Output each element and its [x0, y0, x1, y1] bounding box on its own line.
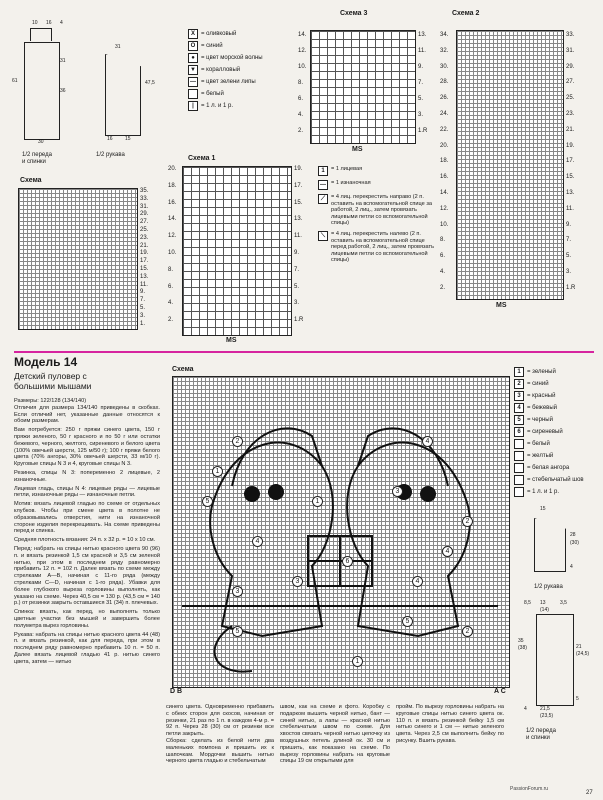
legend-symbol: ⟍	[318, 231, 328, 241]
instruction-paragraph: Рукава: набрать на спицы нитью красного цвета 44 (48) п. и вязать резинкой, как для переда, при этом в последнем ряду равномерно прибавить 10 п. = 50 п. Далее вязать лицевой гладью 41 р. нитью синего цвета, затем — нитью	[14, 631, 160, 665]
legend-symbol: ⟋	[318, 194, 328, 204]
dim-label: 15	[125, 136, 131, 142]
legend-text: = синий	[527, 381, 549, 387]
legend-text: = красный	[527, 393, 556, 399]
legend-symbol: —	[320, 182, 326, 188]
row-number: 6.	[440, 253, 446, 260]
legend-text: = цвет морской волны	[201, 55, 263, 61]
row-number: 14.	[440, 189, 449, 196]
legend-symbol	[514, 475, 524, 485]
legend-item	[514, 402, 598, 414]
legend-text: = 1 л. и 1 р.	[527, 489, 560, 495]
color-number: 4	[412, 576, 423, 587]
row-number: 10.	[298, 64, 307, 70]
color-number: 2	[232, 436, 243, 447]
legend-item	[318, 166, 436, 176]
color-number: 5	[402, 616, 413, 627]
row-number: 10.	[168, 249, 177, 256]
row-number: 7.	[418, 80, 424, 86]
row-number: 31.	[566, 47, 575, 54]
row-number: 5.	[140, 304, 146, 311]
body-caption: 1/2 переда и спинки	[526, 728, 556, 741]
row-number: 2.	[298, 128, 304, 134]
dim-label: (14)	[540, 607, 549, 613]
model-title: Модель 14	[14, 355, 78, 369]
row-number: 3.	[418, 112, 424, 118]
row-number: 3.	[140, 312, 146, 319]
legend-symbol: 4	[514, 403, 524, 413]
color-number: 4	[252, 536, 263, 547]
color-number: 2	[462, 626, 473, 637]
row-number: 16.	[168, 199, 177, 206]
legend-item	[514, 450, 598, 462]
legend-item	[514, 378, 598, 390]
row-number: 11.	[140, 281, 148, 288]
legend-item	[514, 414, 598, 426]
dim-label: 4	[524, 706, 527, 712]
dim-label: 31	[60, 58, 66, 64]
big-chart-numbers	[172, 376, 508, 686]
row-number: 13.	[294, 216, 303, 223]
dim-label: 16	[46, 20, 52, 26]
legend-symbol: ●	[188, 53, 198, 63]
instructions-column	[14, 398, 160, 796]
schema2-rows-left	[440, 32, 454, 301]
row-number: 10.	[440, 221, 449, 228]
legend-symbol: 5	[514, 415, 524, 425]
color-number: 4	[422, 436, 433, 447]
row-number: 21.	[140, 242, 149, 249]
dim-label: 30	[38, 139, 44, 145]
legend-text: = зеленый	[527, 369, 556, 375]
schema-small-title: Схема	[20, 177, 42, 184]
legend-symbol: 6	[514, 427, 524, 437]
row-number: 6.	[168, 283, 174, 290]
legend-text: = 4 лиц. перекрестить направо (2 п. оставить на вспомогательной спице за работой, 2 лиц., затем провязать лицевыми петли со вспомогательной спицы)	[331, 194, 433, 227]
legend-item	[514, 438, 598, 450]
schema3-grid	[310, 30, 416, 144]
row-number: 2.	[168, 317, 174, 324]
legend-item	[188, 28, 298, 40]
legend-item	[188, 100, 298, 112]
dim-label: 15	[540, 506, 546, 512]
legend-text: = цвет зелени липы	[201, 79, 256, 85]
row-number: 11.	[294, 233, 302, 240]
row-number: 3.	[294, 300, 300, 307]
legend-symbol: 3	[514, 391, 524, 401]
instruction-paragraph: Резинка, спицы N 3: попеременно 2 лицевые, 2 изнаночные.	[14, 469, 160, 483]
row-number: 17.	[566, 158, 575, 165]
schema3-ms: MS	[352, 146, 363, 153]
caption-sleeve: 1/2 рукава	[96, 152, 125, 158]
row-number: 9.	[418, 64, 424, 70]
row-number: 13.	[566, 189, 575, 196]
dim-label: (30)	[570, 540, 579, 546]
caption-front-back: 1/2 переда и спинки	[22, 152, 52, 165]
dim-label: 47,5	[145, 80, 155, 86]
row-number: 11.	[418, 48, 426, 54]
sleeve-dims	[520, 504, 598, 594]
schema1-grid	[182, 166, 292, 336]
row-number: 26.	[440, 95, 449, 102]
legend-item	[514, 486, 598, 498]
row-number: 4.	[440, 268, 446, 275]
row-number: 18.	[168, 182, 177, 189]
legend-symbol	[514, 451, 524, 461]
legend-top	[188, 28, 298, 112]
row-number: 1.R	[294, 317, 304, 324]
row-number: 16.	[440, 174, 449, 181]
row-number: 6.	[298, 96, 304, 102]
legend-symbol	[514, 463, 524, 473]
legend-symbol: ▼	[188, 65, 198, 75]
schema1-rows-left	[168, 166, 182, 334]
row-number: 30.	[440, 63, 449, 70]
body-dims	[516, 594, 598, 724]
legend-item	[188, 40, 298, 52]
dim-label: 13	[540, 600, 546, 606]
legend-text: = стебельчатый шов	[527, 477, 584, 483]
row-number: 17.	[140, 258, 149, 265]
row-number: 1.	[140, 320, 146, 327]
legend-item	[514, 426, 598, 438]
schema1-rows-right	[294, 166, 310, 334]
legend-symbol: X	[188, 29, 198, 39]
legend-text: = желтый	[527, 453, 554, 459]
instructions-col4: пройм. По вырезу горловины набрать на круговые спицы нитью синего цвета ок. 110 п. и вязать резинкой бейку 1,5 см нитью синего и 1 см — нитью зеленого цвета. Через 2,5 см выполнить бейку по рисунку. Вшить рукава.	[396, 704, 504, 744]
row-number: 15.	[566, 174, 575, 181]
row-number: 11.	[566, 205, 574, 212]
dim-label: 10	[32, 20, 38, 26]
dim-label: 21	[576, 644, 582, 650]
color-number: 6	[342, 556, 353, 567]
row-number: 8.	[168, 266, 174, 273]
legend-item	[514, 462, 598, 474]
legend-symbol: —	[190, 79, 196, 85]
row-number: 25.	[140, 226, 149, 233]
instruction-paragraph: Спинка: вязать, как перед, но выполнять только цветные участки без мышей и завершить более полуметра вырез горловины.	[14, 609, 160, 629]
legend-item	[514, 474, 598, 486]
color-number: 1	[212, 466, 223, 477]
row-number: 12.	[168, 233, 177, 240]
instructions-col3: швом, как на схеме и фото. Коробку с подарком вышить черной нитью, бант — синей нитью, а лапы — красной нитью стебельчатым швом по схеме. Для хвостов связать черной нитью цепочку из воздушных петель длиной ок. 30 см и пришить, как показано на схеме. По вырезу горловины набрать на круговые спицы 19 см открытыми для	[280, 704, 390, 765]
schema1-ms: MS	[226, 337, 237, 344]
dim-label: (38)	[518, 645, 527, 651]
row-number: 12.	[298, 48, 307, 54]
dim-label: 3,5	[560, 600, 567, 606]
instruction-paragraph: Лицевая гладь, спицы N 4: лицевые ряды — лицевые петли, изнаночные ряды — изнаночные петли.	[14, 485, 160, 499]
legend-item	[188, 76, 298, 88]
legend-text: = 4 лиц. перекрестить налево (2 п. оставить на вспомогательной спице перед работой, 2 лиц., затем провязать лицевыми петли со вспомогательной спицы)	[331, 230, 435, 264]
legend-item	[514, 366, 598, 378]
row-number: 33.	[140, 195, 149, 202]
legend-item	[318, 194, 436, 227]
schema2-grid	[456, 30, 564, 300]
instructions-col2: синего цвета. Одновременно прибавить с обеих сторон для скосов, начиная от резинки, 21 раз по 1 п. в каждом 4-м р. = 92 п. Через 28 (30) см от резинки все петли закрыть. Сборка: сделать из белой нити два маленьких помпона и пришить их к шапочкам. Мордочки вышить нитью черного цвета гладью и стебельчатым	[166, 704, 274, 765]
row-number: 23.	[140, 234, 149, 241]
row-number: 9.	[294, 249, 300, 256]
legend-text: = сиреневый	[527, 429, 563, 435]
legend-text: = 1 л. и 1 р.	[201, 103, 234, 109]
color-number: 3	[392, 486, 403, 497]
schema2-title: Схема 2	[452, 10, 480, 17]
row-number: 15.	[140, 265, 149, 272]
legend-text: = белый	[201, 91, 224, 97]
color-number: 1	[352, 656, 363, 667]
front-back-diagram	[10, 18, 70, 148]
row-number: 19.	[294, 166, 303, 172]
row-number: 8.	[440, 237, 446, 244]
row-number: 19.	[140, 250, 149, 257]
instruction-paragraph: Вам потребуется: 250 г пряжи синего цвета, 150 г пряжи зеленого, 50 г красного и по 50 г или остатки бежевого, черного, желтого, сиреневого и белого цвета (100% овечьей шерсти, 125 м/50 г); 100 г пряжи белого цвета (70% ангоры, 30% овечьей шерсти, 33 м/10 г). Круговые спицы N 3 и 4, круговые спицы N 3.	[14, 427, 160, 468]
dim-label: 8,5	[524, 600, 531, 606]
row-number: 23.	[566, 110, 575, 117]
dim-label: 4	[570, 564, 573, 570]
row-number: 32.	[440, 47, 449, 54]
row-number: 1.R	[418, 128, 428, 134]
legend-mid	[318, 166, 436, 268]
dim-label: 5	[576, 696, 579, 702]
legend-item	[514, 390, 598, 402]
row-number: 12.	[440, 205, 449, 212]
legend-symbol: 2	[514, 379, 524, 389]
row-number: 8.	[298, 80, 304, 86]
color-number: 4	[442, 546, 453, 557]
legend-text: = белый	[527, 441, 550, 447]
instruction-paragraph: Мотив: вязать лицевой гладью по схеме от отдельных клубков. Чтобы при смене цвета в полотне не образовывались отверстия, нити на изнаночной стороне изделия перекрещивать. На схеме приведены перед и спинка.	[14, 501, 160, 535]
row-number: 7.	[140, 297, 146, 304]
row-number: 3.	[566, 268, 572, 275]
color-number: 5	[232, 626, 243, 637]
legend-text: = оливковый	[201, 31, 237, 37]
row-number: 13.	[140, 273, 149, 280]
schema3-rows-right	[418, 32, 434, 144]
row-number: 18.	[440, 158, 449, 165]
sleeve-diagram	[95, 40, 165, 150]
legend-text: = 1 изнаночная	[331, 180, 371, 186]
row-number: 21.	[566, 126, 575, 133]
page-number: 27	[586, 790, 593, 796]
big-chart-title: Схема	[172, 366, 194, 373]
schema2-rows-right	[566, 32, 586, 301]
legend-symbol	[514, 487, 524, 497]
schema2-ms: MS	[496, 302, 507, 309]
row-number: 14.	[168, 216, 177, 223]
legend-text: = коралловый	[201, 67, 241, 73]
row-number: 9.	[140, 289, 146, 296]
instruction-paragraph: Перед: набрать на спицы нитью красного цвета 90 (96) п. и вязать резинкой 1,5 см красной и 3,5 см зеленой нитью, при этом в последнем ряду равномерно прибавить 12 п. = 102 п. Далее вязать по схеме между стрелками А—В, начиная с 11-го ряда (между стрелками С—D, начиная с 1-го ряда). Убавки для более глубокого выреза горловины выполнять, как указано на схеме. Через 40,5 см = 130 р. (43,5 см = 140 р.) от резинки закрыть оставшиеся 31 (34) п. плечевых.	[14, 545, 160, 607]
row-number: 27.	[566, 79, 575, 86]
row-number: 14.	[298, 32, 307, 38]
row-number: 19.	[566, 142, 575, 149]
dim-label: 36	[60, 88, 66, 94]
row-number: 33.	[566, 32, 575, 38]
row-number: 5.	[294, 283, 300, 290]
row-number: 20.	[440, 142, 449, 149]
instruction-paragraph: Средняя плотность вязания: 24 п. x 32 р. = 10 x 10 см.	[14, 537, 156, 544]
row-number: 27.	[140, 219, 149, 226]
dim-label: 31	[115, 44, 121, 50]
row-number: 4.	[298, 112, 304, 118]
schema-small-row-numbers	[140, 188, 154, 328]
dim-label: 21,5	[540, 706, 550, 712]
legend-text: = черный	[527, 417, 553, 423]
color-number: 3	[292, 576, 303, 587]
color-number: 2	[462, 516, 473, 527]
legend-text: = бежевый	[527, 405, 558, 411]
row-number: 31.	[140, 203, 149, 210]
row-number: 17.	[294, 182, 303, 189]
row-number: 13.	[418, 32, 427, 38]
legend-symbol: 1	[514, 367, 524, 377]
row-number: 4.	[168, 300, 174, 307]
legend-item	[188, 64, 298, 76]
model-subtitle: Детский пуловер с большими мышами	[14, 371, 92, 391]
row-number: 29.	[566, 63, 575, 70]
sleeve-caption: 1/2 рукава	[534, 584, 563, 590]
color-number: 5	[202, 496, 213, 507]
legend-item	[318, 231, 436, 264]
dim-label: 61	[12, 78, 18, 84]
legend-item	[188, 52, 298, 64]
legend-item	[318, 180, 436, 190]
color-number: 3	[232, 586, 243, 597]
legend-text: = синий	[201, 43, 223, 49]
row-number: 1.R	[566, 284, 576, 291]
row-number: 5.	[418, 96, 424, 102]
markers-left: D B	[170, 688, 183, 695]
row-number: 22.	[440, 126, 449, 133]
schema1-title: Схема 1	[188, 155, 216, 162]
legend-symbol: |	[188, 101, 198, 111]
markers-right: A C	[494, 688, 506, 695]
row-number: 34.	[440, 32, 449, 38]
row-number: 2.	[440, 284, 446, 291]
dim-label: 28	[570, 532, 576, 538]
row-number: 24.	[440, 110, 449, 117]
row-number: 28.	[440, 79, 449, 86]
site-watermark: PassionForum.ru	[510, 786, 549, 792]
legend-right	[514, 366, 598, 498]
dim-label: 35	[518, 638, 524, 644]
legend-symbol	[514, 439, 524, 449]
row-number: 7.	[566, 237, 572, 244]
row-number: 5.	[566, 253, 572, 260]
row-number: 25.	[566, 95, 575, 102]
row-number: 20.	[168, 166, 177, 172]
row-number: 15.	[294, 199, 303, 206]
instruction-paragraph: Размеры: 122/128 (134/140) Отличия для размера 134/140 приведены в скобках. Если отличий нет, указанные данные относятся к обоим размерам.	[14, 398, 160, 425]
row-number: 9.	[566, 221, 572, 228]
legend-symbol: O	[188, 41, 198, 51]
legend-item	[188, 88, 298, 100]
legend-symbol	[188, 89, 198, 99]
color-number: 1	[312, 496, 323, 507]
legend-text: = 1 лицевая	[331, 166, 363, 172]
schema3-title: Схема 3	[340, 10, 368, 17]
row-number: 7.	[294, 266, 300, 273]
schema-small-grid	[18, 188, 138, 330]
row-number: 35.	[140, 188, 149, 194]
legend-symbol: 1	[318, 166, 328, 176]
legend-text: = белая ангора	[527, 465, 570, 471]
dim-label: (23,5)	[540, 713, 554, 719]
dim-label: 4	[60, 20, 63, 26]
row-number: 29.	[140, 211, 149, 218]
section-divider	[14, 351, 594, 353]
dim-label: 16	[107, 136, 113, 142]
dim-label: (24,5)	[576, 651, 590, 657]
